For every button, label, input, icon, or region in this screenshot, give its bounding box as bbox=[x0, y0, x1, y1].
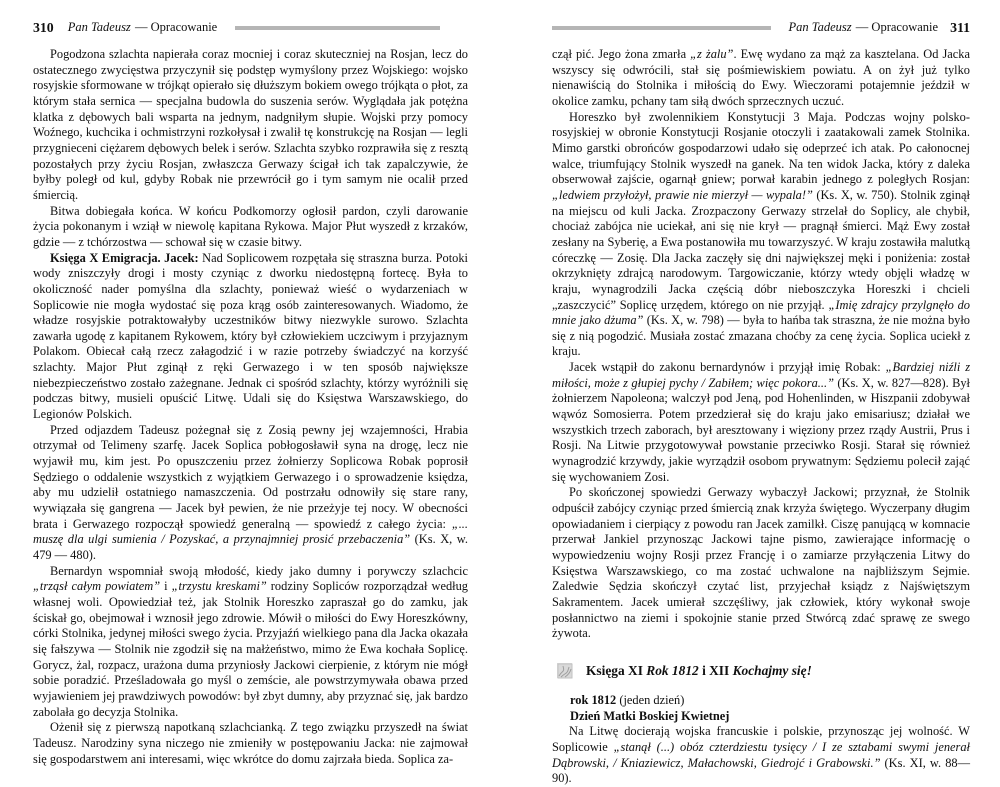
text-run: Horeszko był zwolennikiem Konstytucji 3 Maja. Podczas wojny polsko-rosyjskiej w obronie Konstytucji Rosjanie otoczyli i zaatakowali zamek Stolnika. Mimo garstki obrońców gospodarzowi udało się odeprzeć ich atak. Po całonocnej walce, triumfujący Stolnik wyszedł na ganek. Na ten widok Jacka, który z daleka obserwował zajście, ogarnął gniew; porwał karabin jednego z poległych Rosjan: bbox=[552, 109, 970, 187]
paragraph bbox=[552, 110, 970, 361]
text-run: (Ks. X, w. 798) — była to hańba tak straszna, że nie można było się z nią pogodzić. Musiała zostać zmazana choćby za cenę życia. Soplica uciekł z kraju. bbox=[552, 313, 970, 359]
text-run: Bernardyn wspomniał swoją młodość, kiedy jako dumny i porywczy szlachcic bbox=[50, 563, 468, 578]
page-right bbox=[552, 19, 971, 786]
section-heading bbox=[557, 663, 970, 679]
paragraph bbox=[33, 720, 468, 767]
text-run: Pogodzona szlachta napierała coraz mocniej i coraz skuteczniej na Rosjan, lecz do ostatecznego zwycięstwa przyczynił się podstęp wymyślony przez Wojskiego: wojsko rosyjskie sformowane w trójkąt opierało się dłuższym bokiem owego trójkąta o płot, za którym stała sernica — specjalna budowla do suszenia serów. Wyglądała jak potężna klatka z dębowych bali wsparta na jednym, nadgniłym słupie. Wojski przy pomocy Woźnego, kuchcika i ochmistrzyni rozkołysał i zwalił tę konstrukcję na Rosjan — legli przygnieceni ciężarem dębowych belek i serów. Szlachta szybko rozprawiła się z resztą pozostałych przy życiu Rosjan, zwłaszcza Gerwazy ścigał ich tak zapalczywie, że byłby poległ od kul, gdyby Robak nie przewrócił go i tym samym nie ocalił przed śmiercią. bbox=[33, 47, 468, 202]
text-run: „stanął (...) obóz czterdziestu tysięcy / I ze sztabami swymi jenerał Dąbrowski, / Kniaziewicz, Małachowski, Giedrojć i Grabowski.” bbox=[552, 739, 970, 770]
text-run: i XII bbox=[698, 662, 733, 678]
text-run: „ledwiem przyłożył, prawie nie mierzył — wypala!” bbox=[552, 187, 813, 202]
text-run: Na Litwę docierają wojska francuskie i polskie, przynosząc jej wolność. W Soplicowie bbox=[552, 724, 970, 754]
page-left bbox=[33, 19, 468, 766]
text-run: Ożenił się z pierwszą napotkaną szlachcianką. Z tego związku przyszedł na świat Tadeusz. Narodziny syna niczego nie zmieniły w postępowaniu Jacka: nie zajmował się gospodarstwem ani interesami, więc wkrótce do domu zajrzała bieda. Soplica za- bbox=[33, 720, 468, 766]
text-run: (Ks. X, w. 827—828). Był żołnierzem Napoleona; walczył pod Jeną, pod Hohenlinden, w Hiszpanii zdobywał wąwóz Somosierra. Potem przedzierał się do kraju jako emisariusz; działał we wszystkich trzech zaborach, był aresztowany i więziony przez rządy Austrii, Prus i Rosji. Na Litwie przygotowywał powstanie przeciwko Rosji. Starał się również wynagrodzić krzywdy, jakie wyrządził osobom prywatnym: Sędziemu polecił zająć się wychowaniem Zosi. bbox=[552, 375, 971, 484]
running-title-rest: — Opracowanie bbox=[134, 20, 218, 34]
text-run: Przed odjazdem Tadeusz pożegnał się z Zosią pewny jej wzajemności, Hrabia otrzymał od Telimeny szarfę. Jacek Soplica pobłogosławił syna na drogę, lecz nie wyjawił mu, kim jest. Po opuszczeniu przez żołnierzy Soplicowa Robak poprosił Sędziego o oddalenie wszystkich z wyjątkiem Gerwazego i o sprowadzenie księdza, aby mu udzielił ostatniego namaszczenia. Od postrzału odnowiły się stare rany, wywiązała się gangrena — Jacek był pewien, że nie przeżyje tej nocy. W obecności brata i Gerwazego rozpoczął spowiedź generalną — spowiedź z całego życia: bbox=[33, 422, 468, 531]
page-number-right: 311 bbox=[950, 19, 970, 35]
text-run: . Ewę wydano za mąż za kasztelana. Od Jacka wszyscy się odwrócili, stał się pośmiewiskiem powiatu. A on żył już tylko nienawiścią do Stolnika i miłością do Ewy. Wieczorami potajemnie jeździł w okolice zamku, pchany tam siłą dwóch sprzecznych uczuć. bbox=[552, 47, 970, 108]
paragraph bbox=[33, 251, 468, 423]
text-run: Po skończonej spowiedzi Gerwazy wybaczył Jackowi; przyznał, że Stolnik odpuścił zabójcy czyniąc przed śmiercią znak krzyża świętego. Wyczerpany długim opowiadaniem i cierpiący z powodu ran Jacek zamilkł. Ciszę panującą w komnacie przerwał Jankiel przynosząc Jackowi tajne pismo, zawierające informację o wypowiedzeniu wojny Rosji przez Francję i o zamiarze przyłączenia Litwy do Księstwa Warszawskiego, co ma zostać uchwalone na najbliższym Sejmie. Zaledwie Sędzia skończył czytać list, przyjechał ksiądz z Najświętszym Sakramentem. Jacek umierał szczęśliwy, jak człowiek, który wykonał swoje posłannictwo na ziemi i spokojnie stanie przed Stwórcą zdać sprawę ze swego żywota. bbox=[552, 485, 970, 641]
paragraph bbox=[552, 47, 970, 110]
paragraph bbox=[552, 485, 970, 642]
text-run: Rok 1812 bbox=[646, 662, 699, 678]
running-title-italic: Pan Tadeusz bbox=[67, 20, 131, 34]
subheading-line bbox=[552, 709, 970, 725]
text-run: „... muszę dla ulgi sumienia / Pozyskać, a przynajmniej prosić przebaczenia” bbox=[33, 516, 468, 547]
text-run: „z żalu” bbox=[690, 47, 734, 61]
page-header-left bbox=[33, 20, 468, 35]
page-header-right bbox=[552, 20, 970, 35]
header-rule bbox=[552, 26, 771, 30]
page-body-right bbox=[552, 47, 970, 787]
paragraph bbox=[33, 204, 468, 251]
text-run: Bitwa dobiegała końca. W końcu Podkomorzy ogłosił pardon, czyli darowanie życia pokonanym i wziął w niewolę kapitana Rykowa. Major Płut wyszedł z krzaków, gdzie — z tchórzostwa — schował się w czasie bitwy. bbox=[33, 203, 468, 249]
running-title-italic: Pan Tadeusz bbox=[788, 20, 852, 34]
subheading-line bbox=[552, 693, 970, 709]
text-run: Dzień Matki Boskiej Kwietnej bbox=[570, 708, 730, 723]
text-run: czął pić. Jego żona zmarła bbox=[552, 47, 691, 61]
text-run: rok 1812 bbox=[570, 692, 617, 707]
text-run: Jacek wstąpił do zakonu bernardynów i przyjął imię Robak: bbox=[569, 360, 886, 375]
header-rule bbox=[235, 26, 440, 30]
section-ornament-icon bbox=[557, 663, 573, 679]
text-run: i bbox=[160, 579, 172, 594]
paragraph bbox=[552, 360, 970, 485]
text-run: (Ks. X, w. 750). Stolnik zginął na miejscu od kuli Jacka. Zrozpaczony Gerwazy strzelał do Soplicy, ale chybił, chociaż zabójca nie uciekał, ani się nie krył — pragnął śmierci. Mąż Ewy został zesłany na Syberię, a Ewa postanowiła mu towarzyszyć. W kraju zostawiła malutką córeczkę — Zosię. Dla Jacka zaczęły się dni największej męki i poniżenia: został okrzyknięty zdrajcą narodowym. Targowiczanie, którzy wtedy objęli władzę w kraju, wynagrodzili Jacka częścią dóbr nieboszczyka Horeszki i chcieli „zaszczycić” Soplicę urzędem, którego on nie przyjął. bbox=[552, 187, 970, 312]
text-run: rodziny Sopliców rozporządzał według własnej woli. Opowiedział też, jak Stolnik Horeszko zapraszał go do zamku, jak ściskał go, obejmował i wznosił jego zdrowie. Mówił o miłości do Ewy Horeszkówny, córki Stolnika, jedynej miłości swego życia. Przyjaźń wielkiego pana dla Jacka okazała się fałszywa — Stolnik nie zgodził się na małżeństwo, mimo że Ewa kochała Soplicę. Gorycz, żal, rozpacz, urażona duma przyniosły Jackowi cierpienie, z którym nie mógł sobie poradzić. Prześladowała go myśl o zemście, ale powstrzymywała obawa przed wyjawieniem jej prawdziwych powodów: był zbyt dumny, aby przyznać się, jak bardzo zabolała go decyzja Stolnika. bbox=[33, 579, 468, 719]
text-run: (Ks. XI, w. 88—90). bbox=[552, 755, 970, 786]
running-title bbox=[789, 20, 939, 35]
paragraph bbox=[33, 423, 468, 564]
text-run: Księga XI bbox=[586, 662, 647, 678]
running-title bbox=[68, 20, 218, 35]
paragraph bbox=[552, 724, 970, 787]
text-run: „trząsł całym powiatem” bbox=[33, 579, 161, 594]
text-run: „Imię zdrajcy przylgnęło do mnie jako dżuma” bbox=[552, 297, 970, 328]
text-run: Księga X Emigracja. Jacek: bbox=[50, 250, 203, 265]
text-run: „trzystu kreskami” bbox=[171, 579, 267, 594]
page-body-left bbox=[33, 47, 468, 767]
text-run: Kochajmy się! bbox=[732, 662, 812, 678]
paragraph bbox=[33, 564, 468, 721]
page-number-left: 310 bbox=[33, 19, 54, 35]
paragraph bbox=[33, 47, 468, 204]
text-run: Nad Soplicowem rozpętała się straszna burza. Potoki wody zniszczyły drogi i mosty czyniąc z dworku niedostępną fortecę. Była to okoliczność nader pomyślna dla szlachty, ponieważ wieść o wydarzeniach w Soplicowie nie mogła wydostać się poza krąg osób zainteresowanych. Wiadomo, że władze rosyjskie potraktowałyby uczestników bitwy niezwykle surowo. Szlachta zawarła ugodę z kapitanem Rykowem, który był człowiekiem uczciwym i przyjaznym Polakom. Obiecał całą rzecz załagodzić i w razie potrzeby świadczyć na korzyść szlachty. Major Płut zginął z ręki Gerwazego i w ten sposób największe niebezpieczeństwo zostało zażegnane. Jednak ci spośród szlachty, którzy wyróżnili się podczas bitwy, musieli opuścić Litwę. Udali się do Księstwa Warszawskiego, do Legionów Polskich. bbox=[33, 250, 468, 422]
running-title-rest: — Opracowanie bbox=[855, 20, 939, 34]
text-run: (jeden dzień) bbox=[616, 692, 685, 707]
text-run: „Bardziej niźli z miłości, może z głupiej pychy / Zabiłem; więc pokora...” bbox=[552, 360, 971, 390]
text-run: (Ks. X, w. 479 — 480). bbox=[33, 532, 468, 562]
